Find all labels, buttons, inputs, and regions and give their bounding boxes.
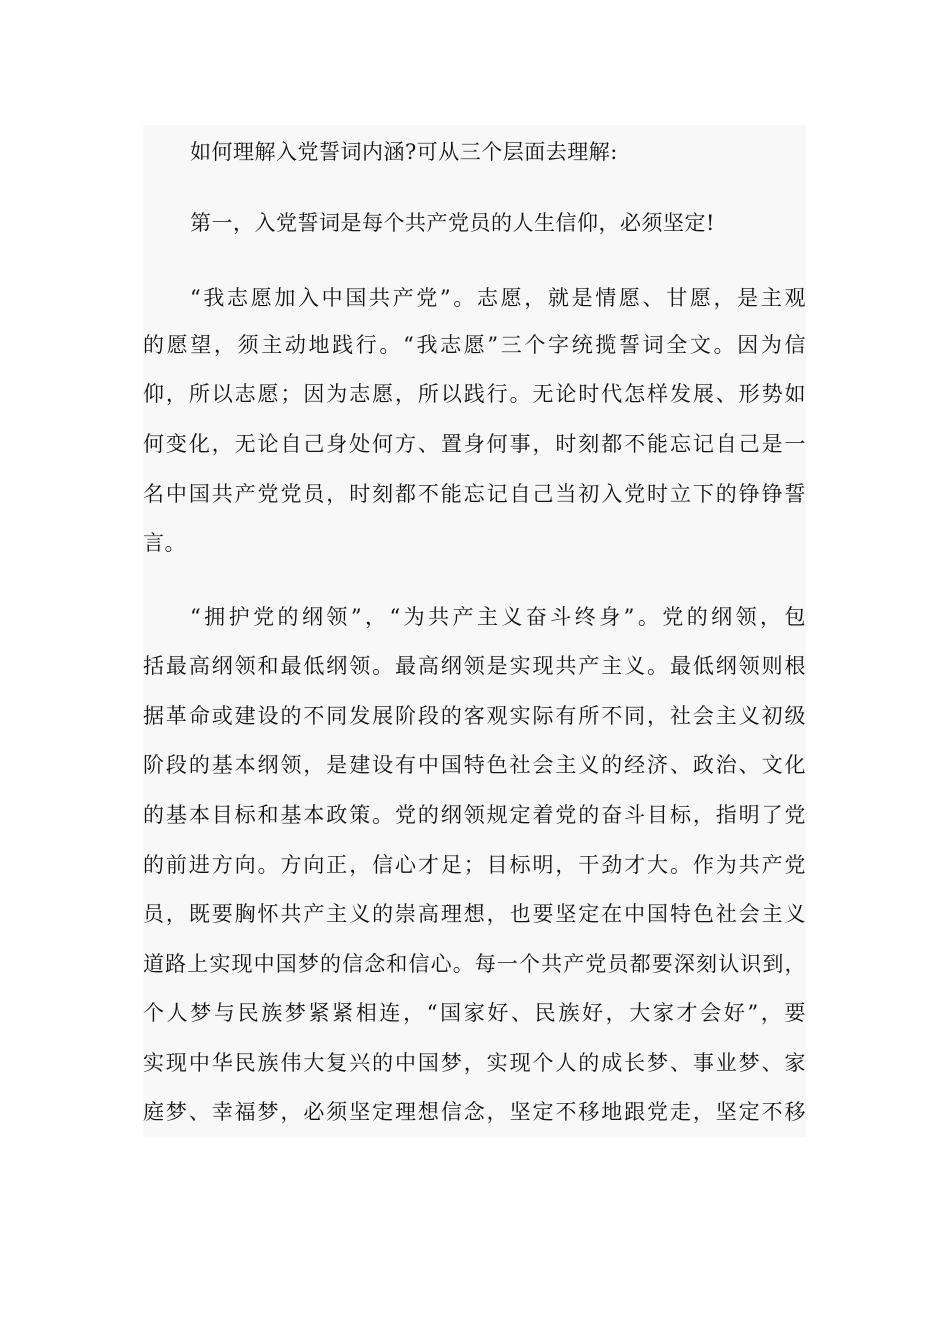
paragraph-line: 言。 xyxy=(143,531,186,555)
paragraph-line: 括最高纲领和最低纲领。最高纲领是实现共产主义。最低纲领则根 xyxy=(143,654,806,678)
paragraph-line: 个人梦与民族梦紧紧相连，“国家好、民族好，大家才会好”，要 xyxy=(143,1001,806,1025)
paragraph-line: “我志愿加入中国共产党”。志愿，就是情愿、甘愿，是主观 xyxy=(190,286,806,310)
section-heading: 第一，入党誓词是每个共产党员的人生信仰，必须坚定! xyxy=(190,211,715,235)
paragraph-line: 员，既要胸怀共产主义的崇高理想，也要坚定在中国特色社会主义 xyxy=(143,902,806,926)
intro-line: 如何理解入党誓词内涵?可从三个层面去理解: xyxy=(190,140,618,164)
paragraph-line: 实现中华民族伟大复兴的中国梦，实现个人的成长梦、事业梦、家 xyxy=(143,1051,806,1075)
paragraph-line: 庭梦、幸福梦，必须坚定理想信念，坚定不移地跟党走，坚定不移 xyxy=(143,1100,806,1124)
paragraph-line: 仰，所以志愿；因为志愿，所以践行。无论时代怎样发展、形势如 xyxy=(143,382,806,406)
paragraph-line: 的前进方向。方向正，信心才足；目标明，干劲才大。作为共产党 xyxy=(143,853,806,877)
paragraph-line: 据革命或建设的不同发展阶段的客观实际有所不同，社会主义初级 xyxy=(143,704,806,728)
paragraph-line: 名中国共产党党员，时刻都不能忘记自己当初入党时立下的铮铮誓 xyxy=(143,482,806,506)
paragraph-line: 阶段的基本纲领，是建设有中国特色社会主义的经济、政治、文化 xyxy=(143,753,806,777)
paragraph-line: 道路上实现中国梦的信念和信心。每一个共产党员都要深刻认识到， xyxy=(143,952,806,976)
paragraph-line: “拥护党的纲领”，“为共产主义奋斗终身”。党的纲领，包 xyxy=(190,605,806,629)
document-body xyxy=(143,125,806,1137)
paragraph-line: 的基本目标和基本政策。党的纲领规定着党的奋斗目标，指明了党 xyxy=(143,803,806,827)
paragraph-line: 何变化，无论自己身处何方、置身何事，时刻都不能忘记自己是一 xyxy=(143,432,806,456)
paragraph-line: 的愿望，须主动地践行。“我志愿”三个字统揽誓词全文。因为信 xyxy=(143,333,806,357)
